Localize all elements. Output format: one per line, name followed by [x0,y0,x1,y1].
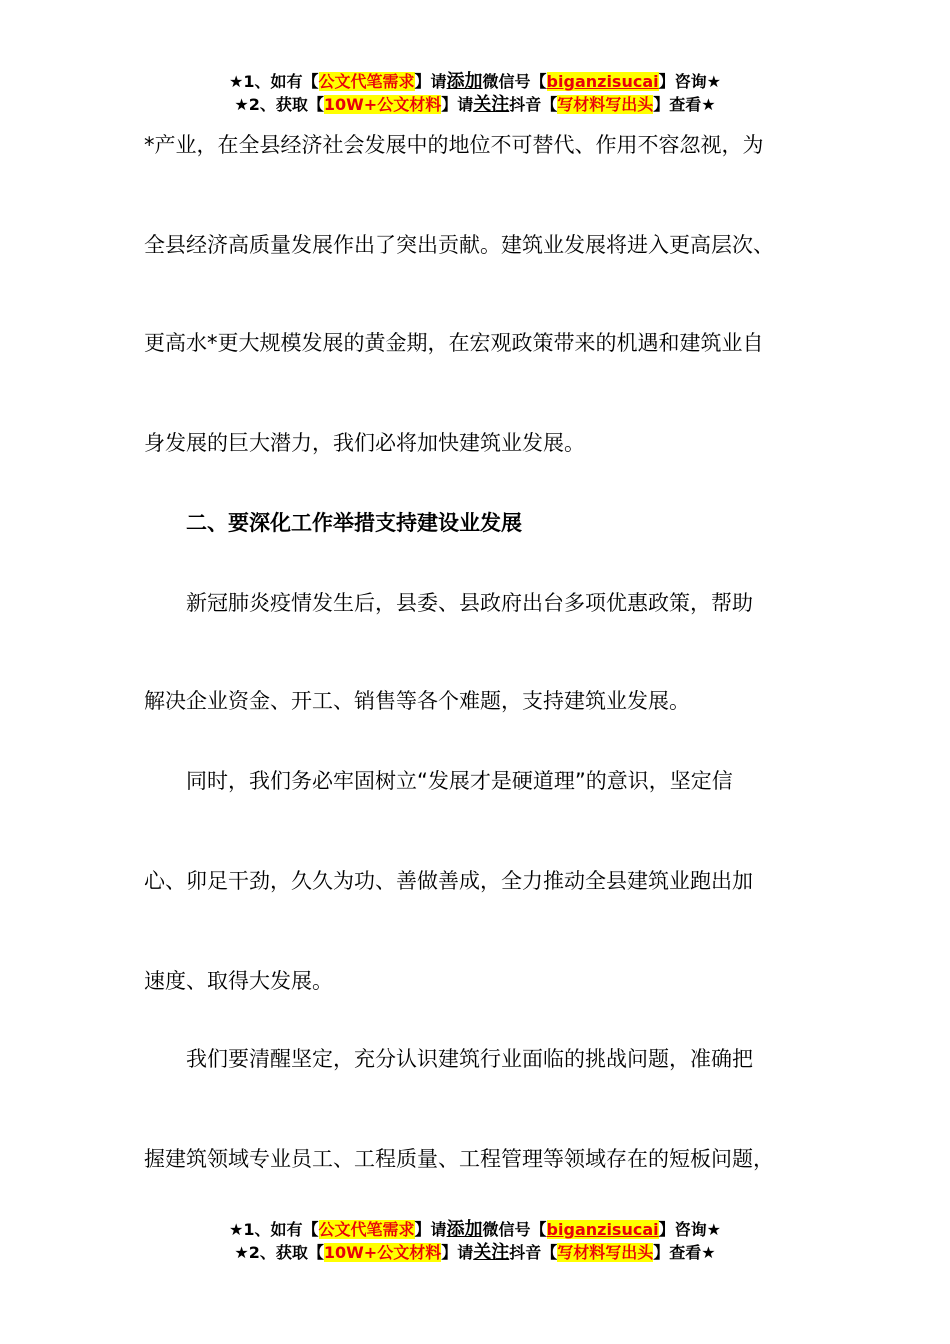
wechat-id-link[interactable]: biganzisucai [546,72,659,91]
body-line: 解决企业资金、开工、销售等各个难题，支持建筑业发展。 [144,689,690,713]
banner-line-2: ★2、获取【10W+公文材料】请关注抖音【写材料写出头】查看★ [234,1242,716,1263]
highlight-service: 公文代笔需求 [318,72,415,91]
highlight-materials: 10W+公文材料 [323,1243,442,1262]
wechat-id-link[interactable]: biganzisucai [546,1220,659,1239]
header-banner [0,70,950,116]
body-line: 身发展的巨大潜力，我们必将加快建筑业发展。 [144,431,585,455]
douyin-account: 写材料写出头 [557,1243,654,1262]
banner-line-2: ★2、获取【10W+公文材料】请关注抖音【写材料写出头】查看★ [234,94,716,115]
section-heading: 二、要深化工作举措支持建设业发展 [144,511,522,535]
body-line: 新冠肺炎疫情发生后，县委、县政府出台多项优惠政策，帮助 [144,591,753,615]
body-line: 心、卯足干劲，久久为功、善做善成，全力推动全县建筑业跑出加 [144,869,753,893]
body-line: *产业，在全县经济社会发展中的地位不可替代、作用不容忽视，为 [144,133,764,157]
body-line: 我们要清醒坚定，充分认识建筑行业面临的挑战问题，准确把 [144,1047,753,1071]
body-line: 握建筑领域专业员工、工程质量、工程管理等领域存在的短板问题， [144,1147,774,1171]
banner-line-1: ★1、如有【公文代笔需求】请添加微信号【biganzisucai】咨询★ [229,71,721,92]
body-line: 更高水*更大规模发展的黄金期，在宏观政策带来的机遇和建筑业自 [144,331,764,355]
banner-line-1: ★1、如有【公文代笔需求】请添加微信号【biganzisucai】咨询★ [229,1219,721,1240]
body-line: 速度、取得大发展。 [144,969,333,993]
highlight-service: 公文代笔需求 [318,1220,415,1239]
highlight-materials: 10W+公文材料 [323,95,442,114]
footer-banner [0,1218,950,1264]
body-line: 同时，我们务必牢固树立“发展才是硬道理”的意识，坚定信 [144,769,733,793]
douyin-account: 写材料写出头 [557,95,654,114]
body-line: 全县经济高质量发展作出了突出贡献。建筑业发展将进入更高层次、 [144,233,774,257]
